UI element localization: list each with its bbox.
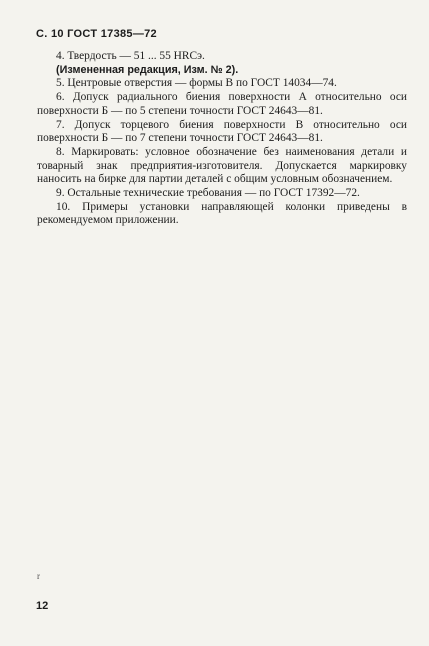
item-7-face-runout: 7. Допуск торцевого биения поверхности В относительно оси поверхности Б — по 7 степени точности ГОСТ 24643—81. [37, 118, 407, 145]
page-header: С. 10 ГОСТ 17385—72 [36, 28, 157, 40]
page-number: 12 [36, 600, 49, 612]
item-9-technical-requirements: 9. Остальные технические требования — по ГОСТ 17392—72. [56, 187, 360, 200]
document-body [37, 50, 407, 228]
item-4-hardness: 4. Твердость — 51 ... 55 HRCэ. [56, 50, 205, 62]
item-10-installation-examples: 10. Примеры установки направляющей колонки приведены в рекомендуемом приложении. [37, 200, 407, 227]
item-4-amendment-note: (Измененная редакция, Изм. № 2). [56, 63, 239, 76]
stray-mark: r [37, 571, 40, 581]
item-6-radial-runout: 6. Допуск радиального биения поверхности А относительно оси поверхности Б — по 5 степени точности ГОСТ 24643—81. [37, 91, 407, 117]
item-5-center-holes: 5. Центровые отверстия — формы В по ГОСТ 14034—74. [56, 77, 337, 90]
item-8-marking: 8. Маркировать: условное обозначение без наименования детали и товарный знак предприятия-изготовителя. Допускается маркировку наносить на бирке для партии деталей с общим условным обозначением. [37, 145, 407, 186]
